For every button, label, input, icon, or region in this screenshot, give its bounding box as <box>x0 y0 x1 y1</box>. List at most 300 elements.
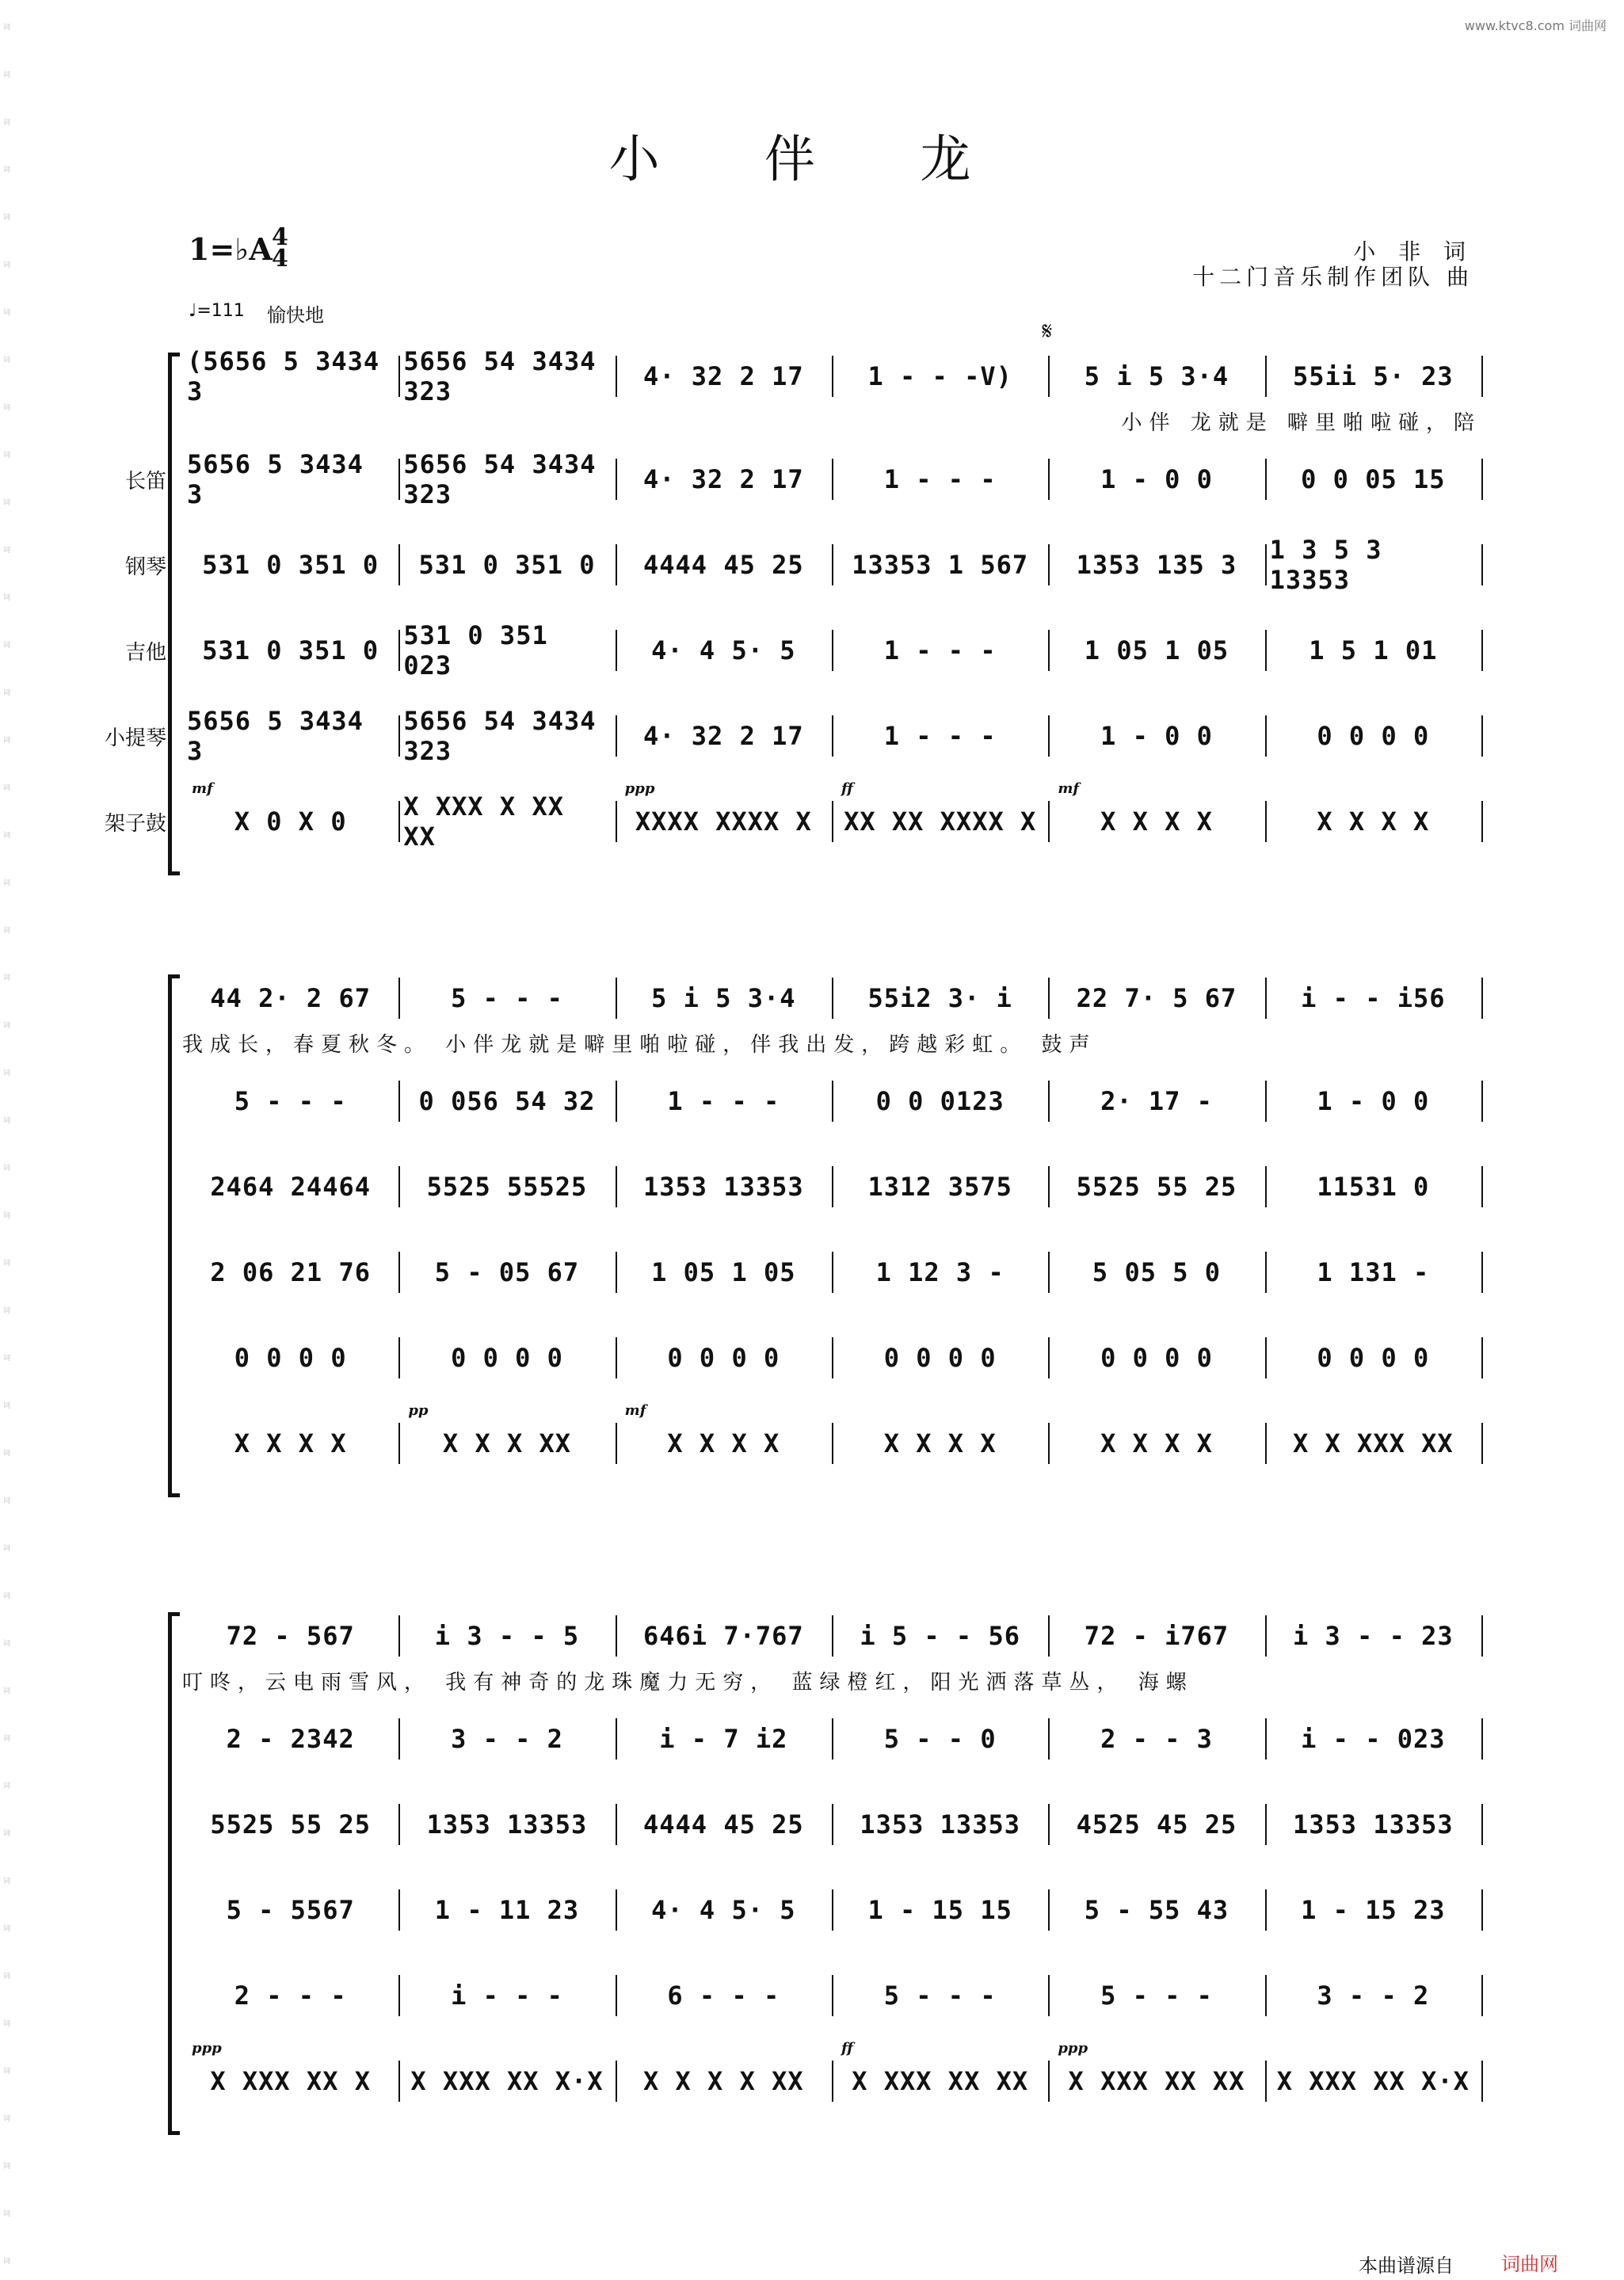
key-signature: 1=♭A <box>189 231 273 267</box>
barline <box>398 356 400 397</box>
barline <box>832 1615 833 1657</box>
barline <box>1265 1615 1267 1657</box>
tempo-marking: ♩=111 <box>189 301 245 321</box>
measure: XX XX XXXX X <box>844 806 1037 837</box>
time-signature <box>272 223 288 273</box>
watermark-glyph: 词 <box>3 356 11 364</box>
instrument-label: 架子鼓 <box>104 812 166 836</box>
barline <box>616 1423 617 1464</box>
barline <box>1048 715 1050 757</box>
measure: 2 06 21 76 <box>210 1257 371 1287</box>
watermark-glyph: 词 <box>3 784 11 792</box>
measure: 2 - 2342 <box>226 1724 355 1754</box>
measure: 1 3 5 3 13353 <box>1269 535 1382 595</box>
tempo-expression: 愉快地 <box>267 304 324 326</box>
watermark-glyph: 词 <box>3 1355 11 1363</box>
barline <box>616 544 617 585</box>
barline <box>616 1975 617 2016</box>
measure: 5 - - - <box>451 983 563 1013</box>
barline <box>1265 1423 1267 1464</box>
instrument-label: 钢琴 <box>124 555 166 579</box>
measure: i - - 023 <box>1301 1724 1446 1754</box>
measure: 1312 3575 <box>867 1172 1012 1202</box>
barline <box>1265 801 1267 842</box>
measure: 72 - 567 <box>226 1621 355 1651</box>
barline <box>398 630 400 671</box>
watermark-glyph: 词 <box>3 1545 11 1553</box>
segno-sign: 𝄋 <box>1042 318 1053 345</box>
time-numerator: 4 <box>272 223 288 251</box>
measure: 5525 55525 <box>426 1172 588 1202</box>
measure: 1 - - - <box>883 635 997 665</box>
barline <box>832 715 833 757</box>
barline <box>1265 1889 1267 1931</box>
barline <box>832 459 833 500</box>
measure: 4· 4 5· 5 <box>651 1895 796 1925</box>
measure: 5656 5 3434 3 <box>187 449 364 509</box>
site-header-text: www.ktvc8.com 词曲网 <box>1464 18 1607 33</box>
barline <box>1265 1718 1267 1760</box>
watermark-glyph: 词 <box>3 1402 11 1410</box>
measure: i 5 - - 56 <box>860 1621 1020 1651</box>
watermark-glyph: 词 <box>3 642 11 650</box>
measure: 0 0 0 0 <box>234 1343 347 1373</box>
measure: 1353 13353 <box>642 1172 804 1202</box>
barline <box>832 1718 833 1760</box>
barline <box>1265 715 1267 757</box>
part-row <box>182 449 1481 509</box>
measure: X 0 X 0 <box>234 806 347 837</box>
measure: 0 0 0 0 <box>667 1343 780 1373</box>
part-row <box>182 1163 1481 1211</box>
barline <box>832 1975 833 2016</box>
measure: 1 - 15 23 <box>1301 1895 1446 1925</box>
song-title: 小 伴 龙 <box>608 131 1016 189</box>
measure: X X X X <box>1317 806 1430 837</box>
melody-row <box>182 974 1481 1022</box>
barline <box>1265 1166 1267 1207</box>
barline <box>1048 356 1050 397</box>
measure: X X X X <box>883 1428 997 1458</box>
measure: i - - - <box>451 1981 563 2011</box>
watermark-glyph: 词 <box>3 547 11 555</box>
measure: 531 0 351 0 <box>418 550 596 580</box>
watermark-glyph: 词 <box>3 404 11 412</box>
watermark-glyph: 词 <box>3 261 11 269</box>
barline <box>832 544 833 585</box>
dynamic-marking: ppp <box>624 780 655 797</box>
measure: 1 - - - <box>667 1086 780 1116</box>
measure: i 3 - - 5 <box>434 1621 580 1651</box>
measure: 13353 1 567 <box>852 550 1029 580</box>
barline <box>616 801 617 842</box>
barline <box>1265 1252 1267 1293</box>
measure: 1353 13353 <box>860 1809 1020 1840</box>
lyrics-line: 我成长，春夏秋冬。 小伴龙就是噼里啪啦碰，伴我出发，跨越彩虹。 鼓声 <box>182 1033 1097 1057</box>
instrument-label: 长笛 <box>124 470 166 494</box>
measure: X XXX XX X <box>210 2066 371 2096</box>
barline <box>398 1081 400 1122</box>
measure: X XXX XX X·X <box>1276 2066 1470 2096</box>
lyrics-line: 小伴 龙就是 噼里啪啦碰，陪 <box>1121 411 1481 435</box>
barline <box>616 630 617 671</box>
barline <box>1048 1718 1050 1760</box>
barline <box>616 1889 617 1931</box>
barline <box>1481 1252 1483 1293</box>
barline <box>1048 801 1050 842</box>
measure: 2 - - - <box>234 1981 347 2011</box>
measure: 5525 55 25 <box>1076 1172 1237 1202</box>
measure: 0 0 0123 <box>875 1086 1005 1116</box>
barline <box>1048 1975 1050 2016</box>
measure: X X X X <box>1100 1428 1213 1458</box>
barline <box>616 459 617 500</box>
measure: 531 0 351 023 <box>403 620 548 681</box>
barline <box>1265 1081 1267 1122</box>
measure: 1 - - - <box>883 721 997 751</box>
part-row <box>182 535 1481 595</box>
watermark-glyph: 词 <box>3 1640 11 1648</box>
watermark-glyph: 词 <box>3 1878 11 1885</box>
barline <box>616 1337 617 1378</box>
melody-row <box>182 346 1481 406</box>
measure: X X XXX XX <box>1292 1428 1454 1458</box>
measure: X X X X XX <box>642 2066 804 2096</box>
measure: 1 - 11 23 <box>434 1895 580 1925</box>
lyricist-credit: 小 非 词 <box>1353 238 1473 265</box>
barline <box>398 1889 400 1931</box>
barline <box>616 1804 617 1845</box>
system-bracket <box>168 974 180 1497</box>
part-row <box>182 1249 1481 1296</box>
watermark-glyph: 词 <box>3 1497 11 1505</box>
measure: 1 - 0 0 <box>1100 464 1213 494</box>
measure: 4· 4 5· 5 <box>651 635 796 665</box>
watermark-glyph: 词 <box>3 1592 11 1600</box>
barline <box>1048 1337 1050 1378</box>
measure: 5 i 5 3·4 <box>651 983 796 1013</box>
watermark-glyph: 词 <box>3 1307 11 1315</box>
instrument-label: 吉他 <box>124 641 166 665</box>
measure: 11531 0 <box>1317 1172 1430 1202</box>
measure: 1 - 0 0 <box>1317 1086 1430 1116</box>
barline <box>1265 1804 1267 1845</box>
watermark-glyph: 词 <box>3 689 11 697</box>
footer-logo: 词曲网 <box>1501 2253 1558 2275</box>
dynamic-marking: ppp <box>1058 2040 1088 2057</box>
barline <box>1481 544 1483 585</box>
measure: 5 05 5 0 <box>1092 1257 1222 1287</box>
barline <box>1481 356 1483 397</box>
watermark-glyph: 词 <box>3 1450 11 1458</box>
watermark-glyph: 词 <box>3 737 11 745</box>
watermark-glyph: 词 <box>3 1782 11 1790</box>
measure: 6 - - - <box>667 1981 780 2011</box>
part-row <box>182 2057 1481 2105</box>
part-row <box>182 1972 1481 2019</box>
measure: 72 - i767 <box>1084 1621 1229 1651</box>
part-row <box>182 1077 1481 1125</box>
watermark-glyph: 词 <box>3 1212 11 1220</box>
barline <box>1265 978 1267 1019</box>
part-row <box>182 1334 1481 1382</box>
measure: 4· 32 2 17 <box>642 464 804 494</box>
barline <box>398 978 400 1019</box>
system-bracket <box>168 353 180 875</box>
system-bracket <box>168 1612 180 2135</box>
composer-credit: 十二门音乐制作团队 曲 <box>1192 264 1473 290</box>
measure: 3 - - 2 <box>1317 1981 1430 2011</box>
time-denominator: 4 <box>272 245 288 273</box>
watermark-glyph: 词 <box>3 832 11 840</box>
barline <box>616 1166 617 1207</box>
barline <box>398 544 400 585</box>
part-row <box>182 620 1481 681</box>
watermark-glyph: 词 <box>3 1735 11 1743</box>
measure: X X X X <box>667 1428 780 1458</box>
dynamic-marking: ppp <box>192 2040 222 2057</box>
measure: 55ii 5· 23 <box>1292 361 1454 391</box>
measure: 0 0 0 0 <box>1317 721 1430 751</box>
barline <box>398 1166 400 1207</box>
barline <box>1265 2061 1267 2102</box>
measure: 2 - - 3 <box>1100 1724 1213 1754</box>
barline <box>398 2061 400 2102</box>
measure: 5 - - - <box>234 1086 347 1116</box>
barline <box>616 1081 617 1122</box>
barline <box>832 1081 833 1122</box>
part-row <box>182 1886 1481 1934</box>
barline <box>616 1252 617 1293</box>
barline <box>832 1166 833 1207</box>
measure: (5656 5 3434 3 <box>187 346 380 406</box>
dynamic-marking: mf <box>624 1402 646 1419</box>
barline <box>1481 801 1483 842</box>
measure: 1353 13353 <box>426 1809 588 1840</box>
measure: 1 05 1 05 <box>1084 635 1229 665</box>
measure: 2464 24464 <box>210 1172 371 1202</box>
watermark-glyph: 词 <box>3 214 11 222</box>
barline <box>398 715 400 757</box>
watermark-glyph: 词 <box>3 2163 11 2171</box>
measure: X X X X <box>1100 806 1213 837</box>
measure: 0 0 0 0 <box>1100 1343 1213 1373</box>
barline <box>1481 715 1483 757</box>
measure: 531 0 351 0 <box>202 635 379 665</box>
measure: 55i2 3· i <box>867 983 1012 1013</box>
side-watermark <box>3 0 19 2280</box>
watermark-glyph: 词 <box>3 2115 11 2123</box>
watermark-glyph: 词 <box>3 499 11 507</box>
barline <box>1048 1081 1050 1122</box>
measure: 4· 32 2 17 <box>642 361 804 391</box>
measure: i 3 - - 23 <box>1292 1621 1454 1651</box>
measure: 4525 45 25 <box>1076 1809 1237 1840</box>
barline <box>398 1252 400 1293</box>
measure: 1 - - -V) <box>867 361 1012 391</box>
barline <box>1048 978 1050 1019</box>
measure: 5656 54 3434 323 <box>403 346 597 406</box>
measure: X XXX XX XX <box>852 2066 1029 2096</box>
barline <box>398 1975 400 2016</box>
barline <box>398 1337 400 1378</box>
barline <box>398 1804 400 1845</box>
watermark-glyph: 词 <box>3 452 11 459</box>
barline <box>1481 978 1483 1019</box>
measure: 5 - 5567 <box>226 1895 355 1925</box>
barline <box>1265 356 1267 397</box>
measure: 1 05 1 05 <box>651 1257 796 1287</box>
barline <box>832 1423 833 1464</box>
barline <box>398 1423 400 1464</box>
instrument-label: 小提琴 <box>104 726 166 750</box>
barline <box>1481 1166 1483 1207</box>
measure: 0 0 0 0 <box>883 1343 997 1373</box>
barline <box>832 1889 833 1931</box>
watermark-glyph: 词 <box>3 1830 11 1838</box>
watermark-glyph: 词 <box>3 1069 11 1077</box>
barline <box>832 2061 833 2102</box>
watermark-glyph: 词 <box>3 879 11 887</box>
measure: 5 - - - <box>1100 1981 1213 2011</box>
measure: 0 056 54 32 <box>418 1086 596 1116</box>
barline <box>1265 1337 1267 1378</box>
watermark-glyph: 词 <box>3 2210 11 2218</box>
barline <box>1481 1889 1483 1931</box>
measure: 5525 55 25 <box>210 1809 371 1840</box>
barline <box>832 978 833 1019</box>
barline <box>616 356 617 397</box>
barline <box>1048 1166 1050 1207</box>
measure: 44 2· 2 67 <box>210 983 371 1013</box>
barline <box>616 978 617 1019</box>
barline <box>1048 459 1050 500</box>
measure: 5 - 55 43 <box>1084 1895 1229 1925</box>
watermark-glyph: 词 <box>3 1117 11 1125</box>
watermark-glyph: 词 <box>3 594 11 602</box>
barline <box>832 1804 833 1845</box>
measure: 1 5 1 01 <box>1309 635 1438 665</box>
dynamic-marking: mf <box>192 780 213 797</box>
measure: 1353 13353 <box>1292 1809 1454 1840</box>
measure: 1 - 15 15 <box>867 1895 1012 1925</box>
barline <box>1265 544 1267 585</box>
measure: 646i 7·767 <box>642 1621 804 1651</box>
watermark-glyph: 词 <box>3 1165 11 1172</box>
barline <box>1048 1889 1050 1931</box>
watermark-glyph: 词 <box>3 119 11 127</box>
watermark-glyph: 词 <box>3 309 11 317</box>
part-row <box>182 1420 1481 1467</box>
dynamic-marking: ff <box>841 780 853 797</box>
measure: 4· 32 2 17 <box>642 721 804 751</box>
barline <box>1265 459 1267 500</box>
measure: 5 - - 0 <box>883 1724 997 1754</box>
measure: X XXX XX XX <box>1068 2066 1245 2096</box>
barline <box>1265 630 1267 671</box>
part-row <box>182 706 1481 766</box>
dynamic-marking: mf <box>1058 780 1080 797</box>
measure: 5656 54 3434 323 <box>403 706 597 766</box>
barline <box>616 2061 617 2102</box>
barline <box>832 1252 833 1293</box>
barline <box>616 1615 617 1657</box>
barline <box>398 801 400 842</box>
barline <box>1481 1081 1483 1122</box>
watermark-glyph: 词 <box>3 2068 11 2076</box>
measure: 5 - - - <box>883 1981 997 2011</box>
barline <box>616 1718 617 1760</box>
measure: 1 12 3 - <box>875 1257 1005 1287</box>
watermark-glyph: 词 <box>3 1260 11 1268</box>
part-row <box>182 1801 1481 1848</box>
measure: 531 0 351 0 <box>202 550 379 580</box>
measure: 1 131 - <box>1317 1257 1430 1287</box>
measure: 1 - - - <box>883 464 997 494</box>
watermark-glyph: 词 <box>3 1022 11 1030</box>
barline <box>1481 1423 1483 1464</box>
watermark-glyph: 词 <box>3 166 11 174</box>
dynamic-marking: ff <box>841 2040 853 2057</box>
barline <box>398 459 400 500</box>
barline <box>1481 2061 1483 2102</box>
watermark-glyph: 词 <box>3 1687 11 1695</box>
barline <box>832 1337 833 1378</box>
measure: 5656 5 3434 3 <box>187 706 364 766</box>
measure: 1 - 0 0 <box>1100 721 1213 751</box>
melody-row <box>182 1612 1481 1660</box>
measure: X X X X <box>234 1428 347 1458</box>
watermark-glyph: 词 <box>3 974 11 982</box>
footer-source-text: 本曲谱源自 <box>1359 2255 1454 2277</box>
barline <box>1481 1975 1483 2016</box>
barline <box>1048 1615 1050 1657</box>
measure: 4444 45 25 <box>642 1809 804 1840</box>
measure: 0 0 0 0 <box>1317 1343 1430 1373</box>
measure: 5656 54 3434 323 <box>403 449 597 509</box>
measure: X XXX X XX XX <box>403 791 564 852</box>
barline <box>616 715 617 757</box>
barline <box>1481 1337 1483 1378</box>
measure: 5 i 5 3·4 <box>1084 361 1229 391</box>
barline <box>832 630 833 671</box>
measure: 0 0 0 0 <box>451 1343 563 1373</box>
measure: i - 7 i2 <box>659 1724 788 1754</box>
barline <box>1048 544 1050 585</box>
measure: 5 - 05 67 <box>434 1257 580 1287</box>
measure: 2· 17 - <box>1100 1086 1213 1116</box>
barline <box>1048 1252 1050 1293</box>
barline <box>398 1718 400 1760</box>
watermark-glyph: 词 <box>3 2020 11 2028</box>
barline <box>1048 2061 1050 2102</box>
barline <box>1481 1718 1483 1760</box>
barline <box>832 801 833 842</box>
measure: XXXX XXXX X <box>635 806 812 837</box>
barline <box>832 356 833 397</box>
dynamic-marking: pp <box>408 1402 429 1419</box>
watermark-glyph: 词 <box>3 24 11 32</box>
watermark-glyph: 词 <box>3 71 11 79</box>
part-row <box>182 1715 1481 1763</box>
measure: i - - i56 <box>1301 983 1446 1013</box>
barline <box>1048 630 1050 671</box>
barline <box>1481 1804 1483 1845</box>
measure: X X X XX <box>442 1428 572 1458</box>
barline <box>1265 1975 1267 2016</box>
measure: 1353 135 3 <box>1076 550 1237 580</box>
measure: X XXX XX X·X <box>410 2066 604 2096</box>
